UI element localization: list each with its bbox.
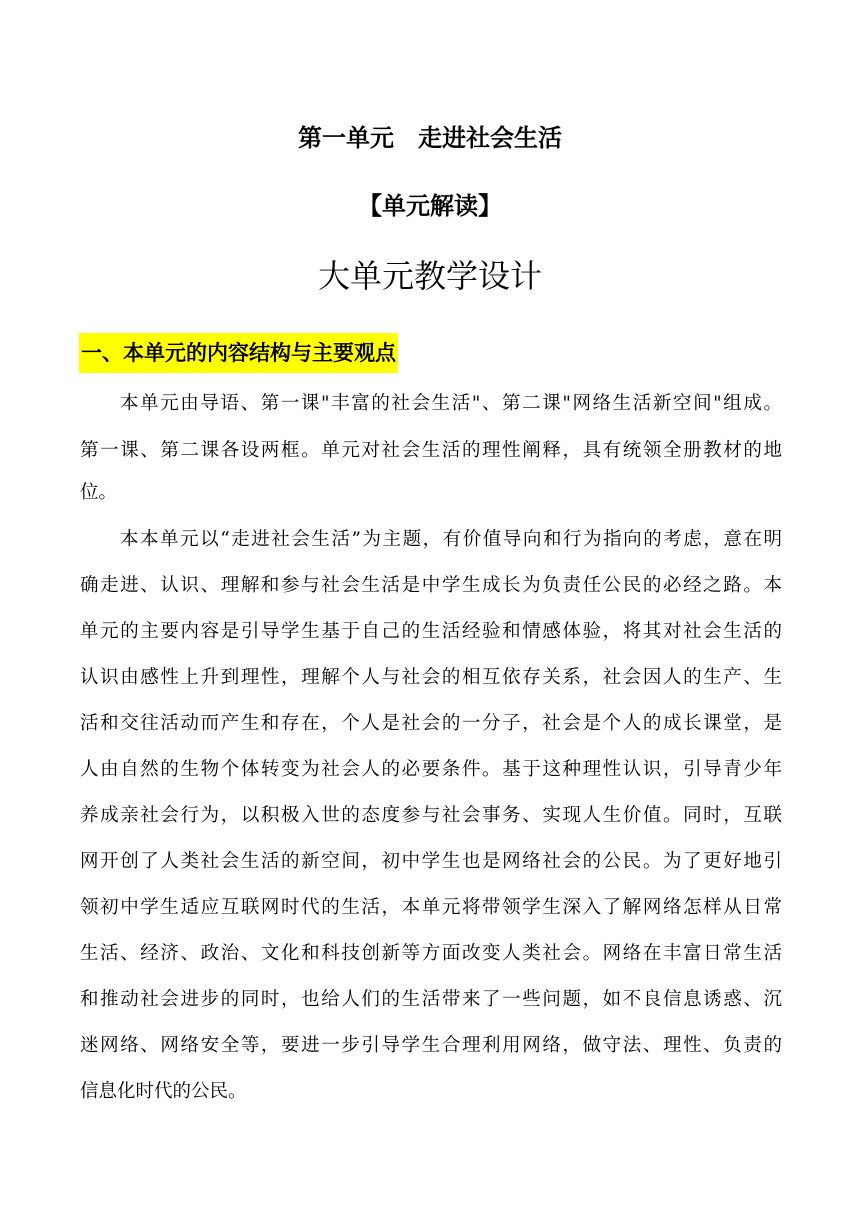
section-heading-highlighted: 一、本单元的内容结构与主要观点 bbox=[79, 333, 398, 373]
paragraph-1-line: 第一课、第二课各设两框。单元对社会生活的理性阐释，具有统领全册教材的地 bbox=[80, 440, 782, 461]
paragraph-2-line: 活和交往活动而产生和存在，个人是社会的一分子，社会是个人的成长课堂，是 bbox=[80, 713, 782, 734]
paragraph-2-line: 单元的主要内容是引导学生基于自己的生活经验和情感体验，将其对社会生活的 bbox=[80, 621, 782, 642]
paragraph-2-line: 网开创了人类社会生活的新空间，初中学生也是网络社会的公民。为了更好地引 bbox=[80, 851, 782, 872]
paragraph-2-line: 生活、经济、政治、文化和科技创新等方面改变人类社会。网络在丰富日常生活 bbox=[80, 943, 782, 964]
paragraph-2-line: 认识由感性上升到理性，理解个人与社会的相互依存关系，社会因人的生产、生 bbox=[80, 667, 782, 688]
paragraph-2-line: 和推动社会进步的同时，也给人们的生活带来了一些问题，如不良信息诱惑、沉 bbox=[80, 989, 782, 1010]
paragraph-2-line: 确走进、认识、理解和参与社会生活是中学生成长为负责任公民的必经之路。本 bbox=[80, 575, 782, 596]
paragraph-1-line: 本单元由导语、第一课"丰富的社会生活"、第二课"网络生活新空间"组成。 bbox=[120, 393, 782, 414]
paragraph-2-line: 本本单元以“走进社会生活”为主题，有价值导向和行为指向的考虑，意在明 bbox=[120, 529, 782, 550]
main-title: 大单元教学设计 bbox=[317, 257, 542, 295]
section-label: 【单元解读】 bbox=[358, 192, 502, 220]
paragraph-2-line: 人由自然的生物个体转变为社会人的必要条件。基于这种理性认识，引导青少年 bbox=[80, 759, 782, 780]
paragraph-2-line: 信息化时代的公民。 bbox=[80, 1081, 247, 1102]
paragraph-2-line: 迷网络、网络安全等，要进一步引导学生合理利用网络，做守法、理性、负责的 bbox=[80, 1035, 782, 1056]
paragraph-1-line: 位。 bbox=[80, 482, 118, 503]
paragraph-2-line: 领初中学生适应互联网时代的生活，本单元将带领学生深入了解网络怎样从日常 bbox=[80, 897, 782, 918]
paragraph-2-line: 养成亲社会行为，以积极入世的态度参与社会事务、实现人生价值。同时，互联 bbox=[80, 805, 782, 826]
unit-title: 第一单元 走进社会生活 bbox=[298, 124, 562, 152]
